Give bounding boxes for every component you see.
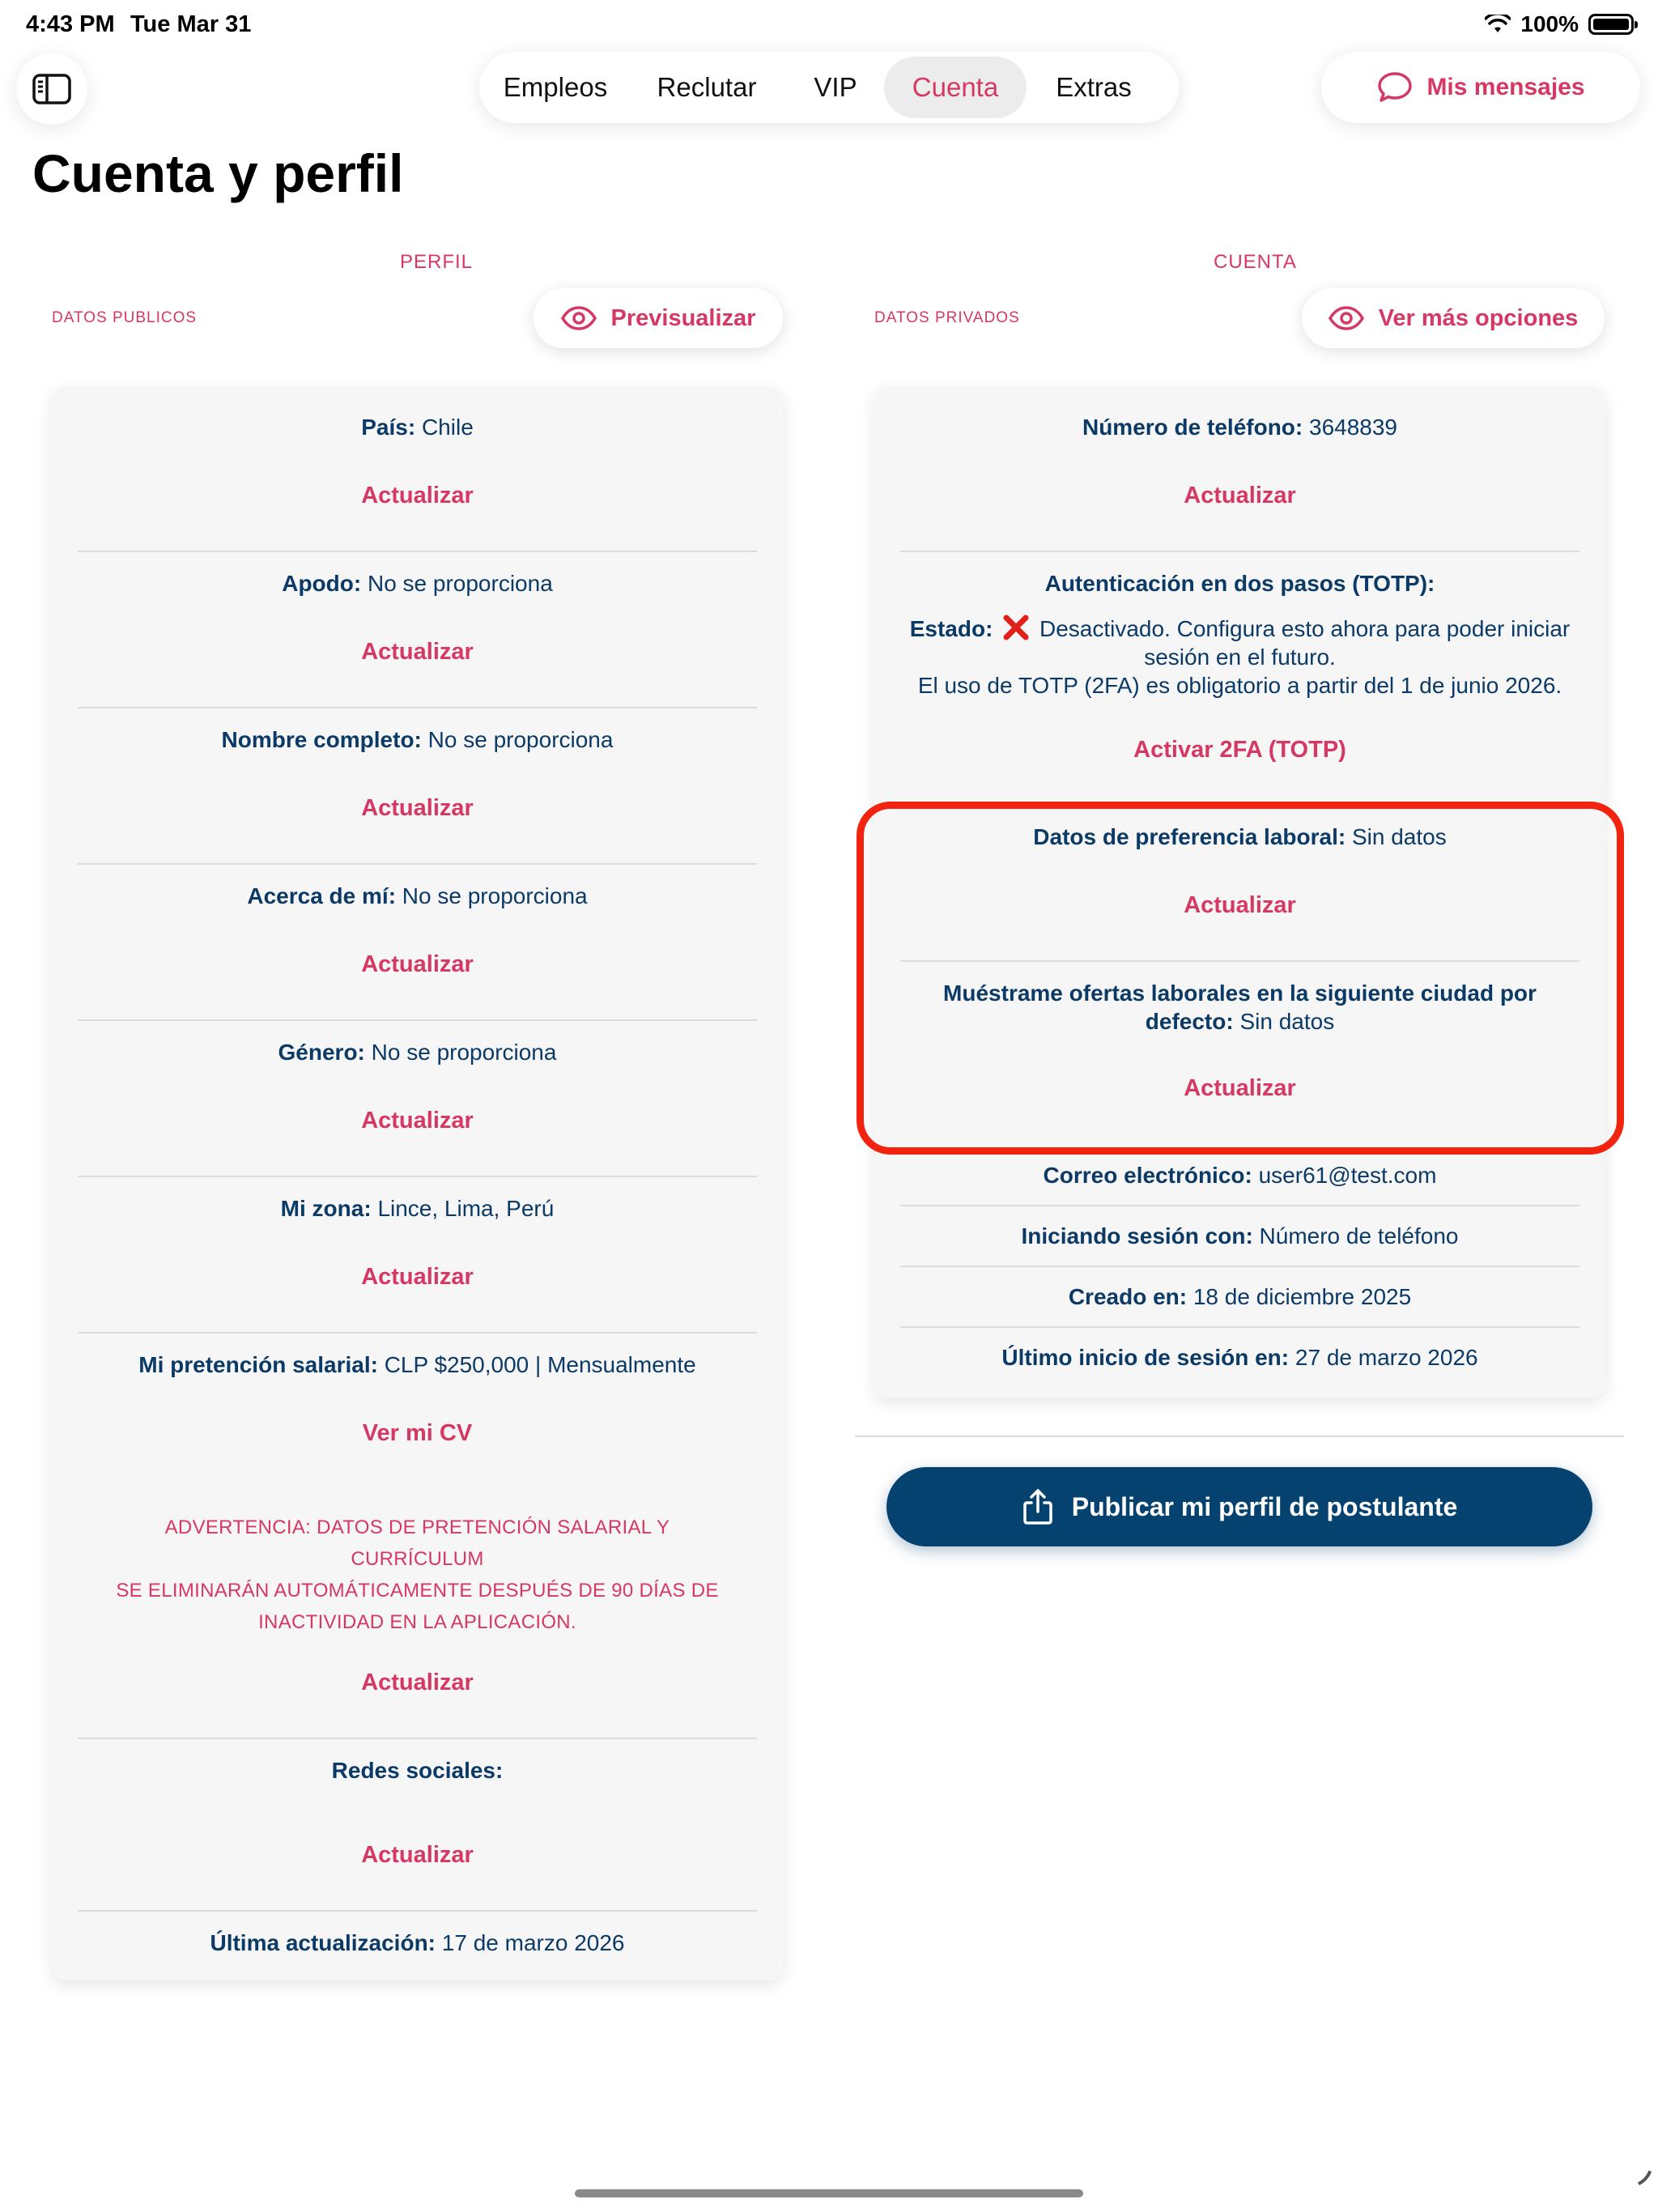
profile-subheading: DATOS PUBLICOS xyxy=(52,309,198,326)
totp-status-text-2: sesión en el futuro. xyxy=(1144,644,1336,670)
totp-mandatory-note: El uso de TOTP (2FA) es obligatorio a partir del 1 de junio 2026. xyxy=(917,673,1562,698)
phone-row xyxy=(900,413,1579,441)
last-login-value: 27 de marzo 2026 xyxy=(1295,1345,1478,1370)
divider xyxy=(900,1326,1579,1328)
eye-icon xyxy=(1329,306,1364,330)
sidebar-icon xyxy=(32,73,72,105)
about-value: No se proporciona xyxy=(402,883,588,908)
divider xyxy=(78,1738,757,1739)
totp-status xyxy=(895,614,1584,700)
divider xyxy=(78,1910,757,1912)
totp-status-label: Estado: xyxy=(909,616,993,641)
divider xyxy=(900,1205,1579,1206)
fullname-value: No se proporciona xyxy=(427,727,614,752)
status-bar xyxy=(0,0,1658,52)
country-value: Chile xyxy=(421,415,474,440)
email-row xyxy=(900,1161,1579,1189)
login-with-label: Iniciando sesión con: xyxy=(1021,1223,1253,1249)
update-gender-link[interactable]: Actualizar xyxy=(361,1108,474,1134)
divider xyxy=(78,707,757,708)
preview-label: Previsualizar xyxy=(610,304,756,331)
update-work-pref-link[interactable]: Actualizar xyxy=(1184,892,1296,918)
salary-row xyxy=(78,1351,757,1379)
status-time: 4:43 PM xyxy=(26,11,115,37)
about-label: Acerca de mí: xyxy=(247,883,397,908)
tab-extras[interactable]: Extras xyxy=(1056,72,1132,102)
page-title: Cuenta y perfil xyxy=(32,143,404,203)
divider xyxy=(78,863,757,865)
last-update-value: 17 de marzo 2026 xyxy=(441,1930,625,1955)
account-subheading: DATOS PRIVADOS xyxy=(874,309,1020,326)
battery-percent: 100% xyxy=(1520,11,1579,36)
share-icon xyxy=(1022,1488,1054,1525)
sidebar-toggle-button[interactable] xyxy=(16,53,87,125)
country-label: País: xyxy=(361,415,416,440)
nickname-label: Apodo: xyxy=(282,571,362,596)
chat-bubble-icon xyxy=(1376,70,1414,104)
update-country-link[interactable]: Actualizar xyxy=(361,483,474,508)
last-update-row xyxy=(78,1929,757,1957)
default-city-label-2: defecto: xyxy=(1145,1009,1234,1034)
messages-button[interactable] xyxy=(1321,52,1640,123)
default-city-label: Muéstrame ofertas laborales en la siguiente ciudad por xyxy=(943,981,1537,1006)
resize-corner-icon xyxy=(1621,2163,1652,2194)
divider xyxy=(78,551,757,552)
more-options-label: Ver más opciones xyxy=(1378,304,1579,331)
nickname-row xyxy=(78,569,757,598)
divider xyxy=(900,1266,1579,1267)
divider xyxy=(78,1332,757,1334)
tab-vip[interactable]: VIP xyxy=(814,72,857,102)
messages-label: Mis mensajes xyxy=(1426,74,1585,100)
totp-status-text: Desactivado. Configura esto ahora para poder iniciar xyxy=(1039,616,1571,641)
battery-icon xyxy=(1588,14,1634,35)
email-label: Correo electrónico: xyxy=(1043,1163,1252,1188)
nickname-value: No se proporciona xyxy=(367,571,553,596)
update-social-link[interactable]: Actualizar xyxy=(361,1842,474,1868)
view-cv-link[interactable]: Ver mi CV xyxy=(362,1420,473,1446)
tab-cuenta[interactable]: Cuenta xyxy=(884,57,1027,118)
update-phone-link[interactable]: Actualizar xyxy=(1184,483,1296,508)
zone-row xyxy=(78,1194,757,1223)
created-row xyxy=(900,1283,1579,1311)
more-options-button[interactable] xyxy=(1302,288,1605,348)
tab-empleos[interactable]: Empleos xyxy=(503,72,608,102)
work-pref-value: Sin datos xyxy=(1351,824,1447,849)
last-login-label: Último inicio de sesión en: xyxy=(1001,1345,1290,1370)
update-default-city-link[interactable]: Actualizar xyxy=(1184,1075,1296,1101)
totp-title: Autenticación en dos pasos (TOTP): xyxy=(1044,571,1435,596)
created-label: Creado en: xyxy=(1068,1284,1188,1309)
divider xyxy=(78,1176,757,1177)
salary-label: Mi pretención salarial: xyxy=(138,1352,378,1377)
gender-value: No se proporciona xyxy=(371,1040,557,1065)
salary-value: CLP $250,000 | Mensualmente xyxy=(384,1352,696,1377)
status-right xyxy=(1485,11,1634,37)
publish-profile-button[interactable] xyxy=(886,1467,1592,1546)
fullname-label: Nombre completo: xyxy=(221,727,422,752)
divider xyxy=(855,1436,1624,1437)
divider xyxy=(78,1019,757,1021)
profile-heading: PERFIL xyxy=(400,251,474,273)
country-row xyxy=(78,413,757,441)
about-row xyxy=(78,882,757,910)
gender-row xyxy=(78,1038,757,1066)
warning-line: ADVERTENCIA: DATOS DE PRETENCIÓN SALARIAL Y CURRÍCULUM xyxy=(164,1516,670,1570)
social-label: Redes sociales: xyxy=(331,1758,504,1783)
update-zone-link[interactable]: Actualizar xyxy=(361,1264,474,1290)
update-salary-link[interactable]: Actualizar xyxy=(361,1670,474,1695)
update-fullname-link[interactable]: Actualizar xyxy=(361,795,474,821)
social-row xyxy=(78,1756,757,1784)
wifi-icon xyxy=(1485,15,1511,34)
default-city-value: Sin datos xyxy=(1239,1009,1335,1034)
publish-label: Publicar mi perfil de postulante xyxy=(1071,1491,1458,1521)
home-indicator[interactable] xyxy=(575,2189,1083,2197)
tab-reclutar[interactable]: Reclutar xyxy=(657,72,757,102)
created-value: 18 de diciembre 2025 xyxy=(1192,1284,1412,1309)
update-about-link[interactable]: Actualizar xyxy=(361,951,474,977)
phone-value: 3648839 xyxy=(1309,415,1398,440)
warning-line: SE ELIMINARÁN AUTOMÁTICAMENTE DESPUÉS DE 90 DÍAS DE xyxy=(116,1580,719,1602)
gender-label: Género: xyxy=(278,1040,365,1065)
warning-line: INACTIVIDAD EN LA APLICACIÓN. xyxy=(258,1611,576,1633)
work-pref-label: Datos de preferencia laboral: xyxy=(1033,824,1346,849)
fullname-row xyxy=(78,725,757,754)
account-heading: CUENTA xyxy=(1214,251,1297,273)
login-with-row xyxy=(900,1222,1579,1250)
phone-label: Número de teléfono: xyxy=(1082,415,1303,440)
status-date: Tue Mar 31 xyxy=(130,11,252,37)
zone-value: Lince, Lima, Perú xyxy=(377,1196,555,1221)
profile-card xyxy=(52,387,783,1980)
last-login-row xyxy=(900,1343,1579,1372)
salary-warning xyxy=(100,1512,734,1638)
zone-label: Mi zona: xyxy=(280,1196,372,1221)
highlight-box xyxy=(857,802,1624,1155)
update-nickname-link[interactable]: Actualizar xyxy=(361,639,474,665)
eye-icon xyxy=(561,306,597,330)
main-tab-bar xyxy=(479,52,1179,123)
cross-mark-icon xyxy=(1002,614,1030,641)
activate-2fa-link[interactable]: Activar 2FA (TOTP) xyxy=(1133,737,1346,763)
email-value: user61@test.com xyxy=(1258,1163,1437,1188)
login-with-value: Número de teléfono xyxy=(1259,1223,1459,1249)
divider xyxy=(900,551,1579,552)
preview-button[interactable] xyxy=(534,288,783,348)
last-update-label: Última actualización: xyxy=(210,1930,436,1955)
